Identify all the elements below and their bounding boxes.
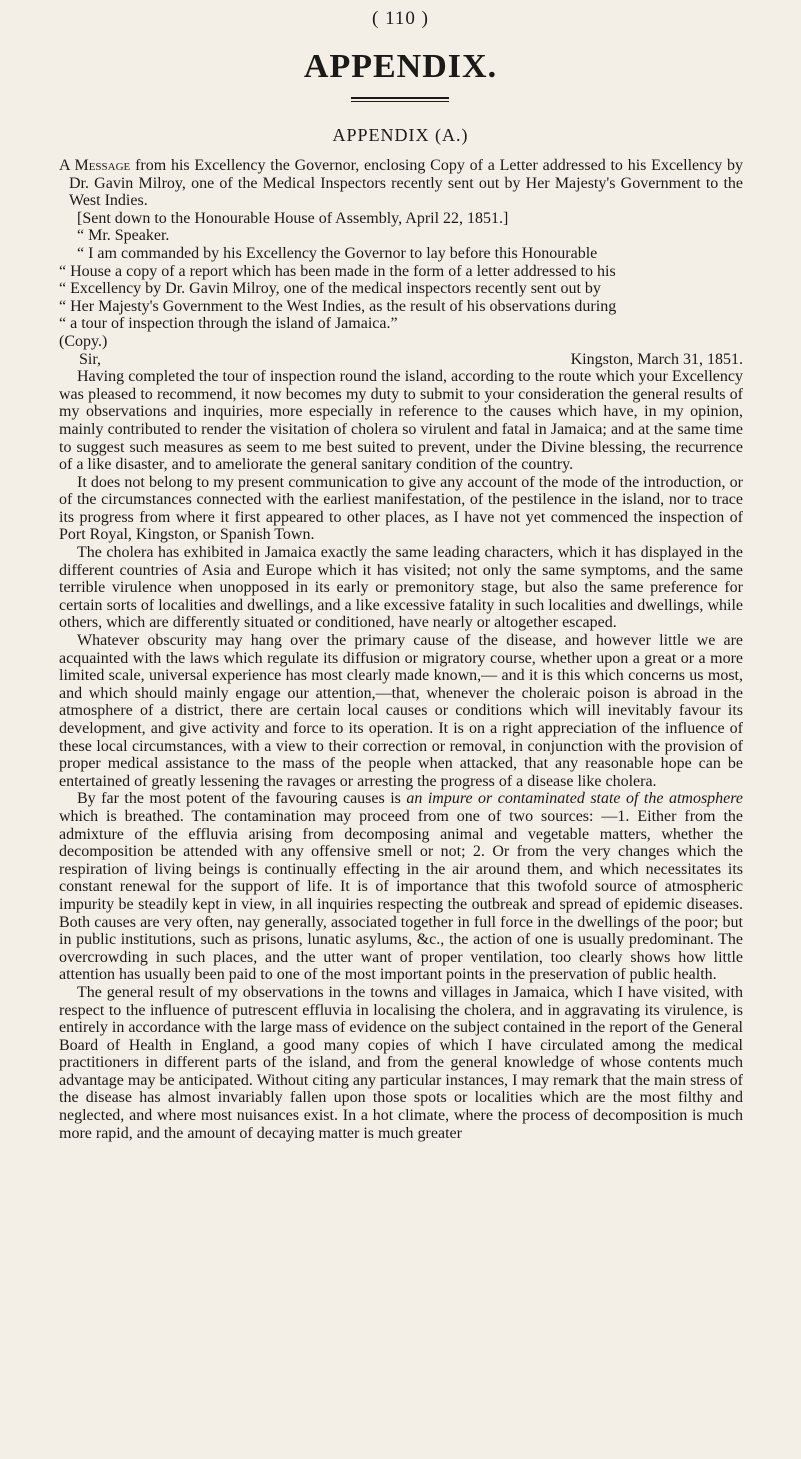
intro-paragraph [59, 157, 743, 210]
speaker-line: “ House a copy of a report which has been made in the form of a letter addressed to his [59, 262, 616, 280]
speaker-line: “ a tour of inspection through the island of Jamaica.” [59, 315, 398, 333]
paragraph-5 [59, 790, 743, 984]
paragraph-2: It does not belong to my present communication to give any account of the mode of the introduction, or of the circumstances connected with the earliest manifestation, of the pestilence in the island, nor to trace its progress from where it first appeared to other places, as I have not yet commenced the inspection of Port Royal, Kingston, or Spanish Town. [59, 473, 743, 544]
title-rule-thick [351, 97, 449, 99]
copy-label: (Copy.) [59, 332, 108, 350]
paragraph-5-before: By far the most potent of the favouring causes is [77, 790, 401, 808]
paragraph-3: The cholera has exhibited in Jamaica exactly the same leading characters, which it has displayed in the different countries of Asia and Europe which it has visited; not only the same symptoms, and the same terrible virulence when unopposed in its early or premonitory stage, but also the same preference for certain sorts of localities and dwellings, and a like excessive fatality in such localities and dwellings, while others, which are differently situated or conditioned, have nearly or altogether escaped. [59, 544, 743, 632]
speaker-line: “ Her Majesty's Government to the West Indies, as the result of his observations during [59, 297, 617, 315]
appendix-title: APPENDIX. [303, 48, 498, 85]
intro-text: from his Excellency the Governor, enclosing Copy of a Letter addressed to his Excellency by Dr. Gavin Milroy, one of the Medical Inspectors recently sent out by Her Majesty's Government to the West Indies. [69, 157, 744, 210]
speaker-line: “ I am commanded by his Excellency the Governor to lay before this Honourable [77, 244, 598, 262]
intro-lead: A [59, 157, 70, 174]
intro-message-word: Message [74, 157, 131, 174]
page-number: ( 110 ) [372, 8, 429, 29]
appendix-subtitle: APPENDIX (A.) [332, 125, 469, 145]
speaker-line: “ Mr. Speaker. [77, 227, 170, 245]
place-date: Kingston, March 31, 1851. [570, 350, 743, 368]
page-body [59, 157, 743, 1142]
salutation-row [59, 351, 743, 369]
paragraph-5-after: which is breathed. The contamination may proceed from one of two sources: —1. Either from the admixture of the effluvia arising from decomposing animal and vegetable matters, whether the decomposition be attended with any offensive smell or not; 2. Or from the very changes which the respiration of living beings is continually effecting in the air around them, and which necessitates its constant renewal for the support of life. It is of importance that this twofold source of atmospheric impurity be steadily kept in view, in all inquiries respecting the outbreak and spread of epidemic diseases. Both causes are very often, nay generally, associated together in full force in the dwellings of the poor; but in public institutions, such as prisons, lunatic asylums, &c., the action of one is usually predominant. The overcrowding in such places, and the utter want of proper ventilation, too clearly shows how little attention has usually been paid to one of the most important points in the preservation of public health. [59, 807, 743, 984]
paragraph-5-emphasis: an impure or contaminated state of the atmosphere [406, 790, 744, 808]
speaker-line: “ Excellency by Dr. Gavin Milroy, one of the medical inspectors recently sent out by [59, 280, 601, 298]
paragraph-4: Whatever obscurity may hang over the primary cause of the disease, and however little we are acquainted with the laws which regulate its diffusion or migratory course, whether upon a great or a more limited scale, universal experience has most clearly made known,— and it is this which concerns us most, and which should mainly engage our attention,—that, whenever the choleraic poison is abroad in the atmosphere of a district, there are certain local causes or conditions which will inevitably favour its development, and give activity and force to its operation. It is on a right appreciation of the influence of these local circumstances, with a view to their correction or removal, in conjunction with the provision of proper medical assistance to the mass of the people when attacked, that any reasonable hope can be entertained of greatly lessening the ravages or arresting the progress of a disease like cholera. [59, 632, 743, 790]
paragraph-6: The general result of my observations in the towns and villages in Jamaica, which I have visited, with respect to the influence of putrescent effluvia in localising the cholera, and in aggravating its virulence, is entirely in accordance with the large mass of evidence on the subject contained in the report of the General Board of Health in England, a good many copies of which I have circulated among the medical practitioners in different parts of the island, and from the general knowledge of whose contents much advantage may be anticipated. Without citing any particular instances, I may remark that the main stress of the disease has almost invariably fallen upon those spots or localities which are the most filthy and neglected, and where most nuisances exist. In a hot climate, where the process of decomposition is much more rapid, and the amount of decaying matter is much greater [59, 983, 743, 1142]
paragraph-1: Having completed the tour of inspection round the island, according to the route which your Excellency was pleased to recommend, it now becomes my duty to submit to your consideration the general results of my observations and inquiries, more especially in reference to the causes which have, in my opinion, mainly contributed to render the visitation of cholera so virulent and fatal in Jamaica; and at the same time to suggest such measures as seem to me best suited to prevent, under the Divine blessing, the recurrence of a like disaster, and to ameliorate the general sanitary condition of the country. [59, 368, 743, 474]
title-rule-thin [351, 101, 449, 102]
sent-note: [Sent down to the Honourable House of Assembly, April 22, 1851.] [77, 209, 509, 227]
salutation: Sir, [79, 350, 102, 368]
